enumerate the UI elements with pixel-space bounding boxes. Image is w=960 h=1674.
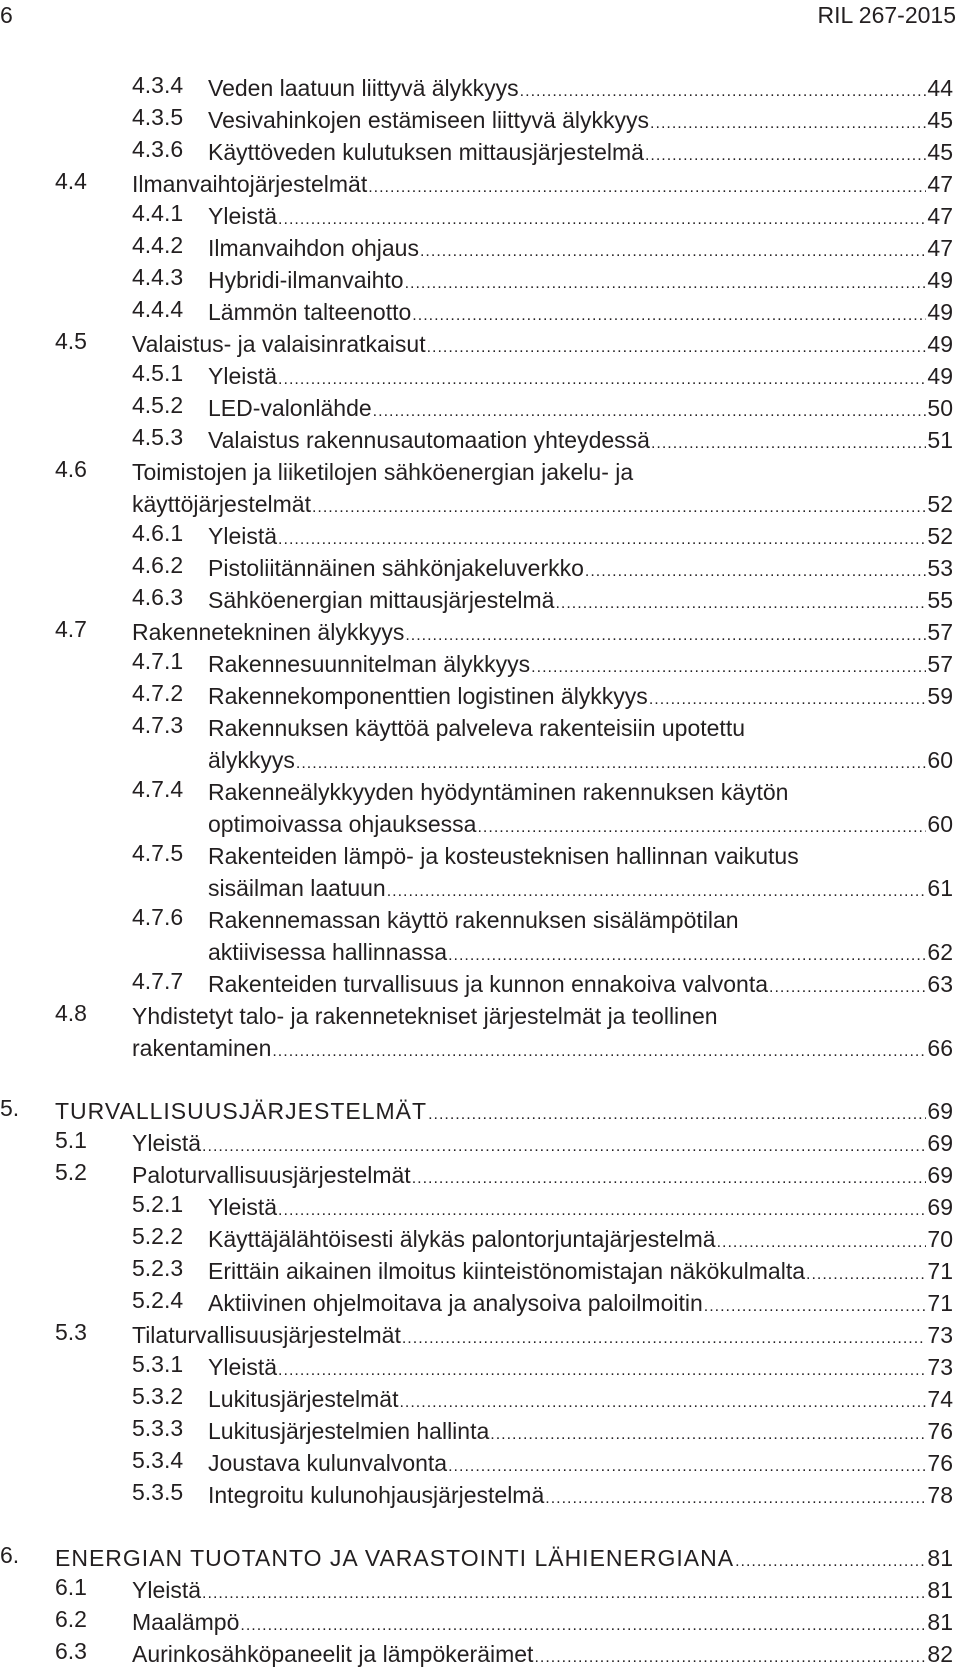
toc-entry-number: 4.5.1 — [132, 360, 184, 386]
toc-entry-number: 5.3.5 — [132, 1479, 184, 1505]
toc-entry-number: 4.4.1 — [132, 200, 184, 226]
toc-entry[interactable] — [0, 1351, 960, 1383]
toc-entry-title: Tilaturvallisuusjärjestelmät — [132, 1322, 401, 1348]
toc-entry-title: Lämmön talteenotto — [208, 299, 412, 325]
toc-entry[interactable] — [0, 1255, 960, 1287]
toc-entry[interactable] — [0, 200, 960, 232]
toc-entry-title: Rakenteiden turvallisuus ja kunnon ennakoiva valvonta — [208, 971, 769, 997]
toc-entry[interactable] — [0, 1574, 960, 1606]
toc-entry[interactable] — [0, 712, 960, 776]
toc-entry-number: 5.3 — [55, 1319, 87, 1345]
toc-entry-page-number: 76 — [927, 1418, 953, 1444]
toc-entry-page-number: 51 — [927, 427, 953, 453]
toc-entry-title: aktiivisessa hallinnassa — [208, 939, 448, 965]
dot-leader — [272, 1036, 926, 1068]
toc-entry-title-line: Rakenteiden lämpö- ja kosteusteknisen hallinnan vaikutus — [208, 843, 799, 869]
toc-entry-page-number: 62 — [927, 939, 953, 965]
toc-entry-page-number: 47 — [927, 171, 953, 197]
toc-entry-number: 5.2.4 — [132, 1287, 184, 1313]
toc-entry-number: 6.2 — [55, 1606, 87, 1632]
toc-entry-title: Paloturvallisuusjärjestelmät — [132, 1162, 411, 1188]
toc-entry-page-number: 81 — [927, 1577, 953, 1603]
toc-entry-title: Integroitu kulunohjausjärjestelmä — [208, 1482, 545, 1508]
toc-entry-number: 4.4 — [55, 168, 87, 194]
toc-entry[interactable] — [0, 1542, 960, 1574]
toc-entry[interactable] — [0, 904, 960, 968]
toc-entry-title-line: Yhdistetyt talo- ja rakennetekniset järjestelmät ja teollinen — [132, 1003, 718, 1029]
toc-entry[interactable] — [0, 1319, 960, 1351]
toc-entry[interactable] — [0, 584, 960, 616]
toc-entry[interactable] — [0, 1287, 960, 1319]
toc-entry-page-number: 49 — [927, 299, 953, 325]
toc-entry-title: Yleistä — [132, 1577, 202, 1603]
toc-entry-title-line: Toimistojen ja liiketilojen sähköenergian jakelu- ja — [132, 459, 634, 485]
toc-entry[interactable] — [0, 1159, 960, 1191]
toc-entry-page-number: 45 — [927, 107, 953, 133]
toc-entry-title: Lukitusjärjestelmät — [208, 1386, 399, 1412]
toc-entry-number: 5.3.3 — [132, 1415, 184, 1441]
toc-entry[interactable] — [0, 1000, 960, 1064]
toc-entry-page-number: 57 — [927, 651, 953, 677]
toc-entry[interactable] — [0, 1415, 960, 1447]
toc-entry-page-number: 63 — [927, 971, 953, 997]
toc-entry[interactable] — [0, 1095, 960, 1127]
toc-entry[interactable] — [0, 456, 960, 520]
toc-entry[interactable] — [0, 136, 960, 168]
toc-entry-title: Joustava kulunvalvonta — [208, 1450, 448, 1476]
toc-entry-title: Erittäin aikainen ilmoitus kiinteistönomistajan näkökulmalta — [208, 1258, 806, 1284]
toc-entry-page-number: 47 — [927, 235, 953, 261]
toc-entry-title-line: Rakenneälykkyyden hyödyntäminen rakennuksen käytön — [208, 779, 789, 805]
toc-entry-page-number: 69 — [927, 1162, 953, 1188]
toc-entry-title: Yleistä — [132, 1130, 202, 1156]
toc-entry-number: 4.6.1 — [132, 520, 184, 546]
toc-entry-number: 4.5 — [55, 328, 87, 354]
toc-entry[interactable] — [0, 840, 960, 904]
toc-entry-page-number: 69 — [927, 1098, 953, 1124]
toc-entry-title: Yleistä — [208, 1354, 278, 1380]
toc-entry-title: sisäilman laatuun — [208, 875, 386, 901]
toc-entry-page-number: 71 — [927, 1290, 953, 1316]
toc-entry[interactable] — [0, 968, 960, 1000]
toc-entry-number: 4.7.4 — [132, 776, 184, 802]
toc-entry-number: 4.8 — [55, 1000, 87, 1026]
toc-entry-title: Rakennetekninen älykkyys — [132, 619, 405, 645]
toc-entry-number: 4.5.3 — [132, 424, 184, 450]
toc-entry-title: Yleistä — [208, 363, 278, 389]
toc-entry-number: 5.1 — [55, 1127, 87, 1153]
toc-entry-number: 4.7.3 — [132, 712, 184, 738]
toc-entry-page-number: 47 — [927, 203, 953, 229]
toc-entry-title-line: Rakennemassan käyttö rakennuksen sisälämpötilan — [208, 907, 739, 933]
toc-entry-title: Vesivahinkojen estämiseen liittyvä älykkyys — [208, 107, 650, 133]
dot-leader — [534, 1642, 926, 1674]
toc-entry-page-number: 78 — [927, 1482, 953, 1508]
toc-entry-title: Rakennekomponenttien logistinen älykkyys — [208, 683, 648, 709]
toc-entry-number: 4.5.2 — [132, 392, 184, 418]
toc-entry-page-number: 45 — [927, 139, 953, 165]
toc-entry-title: Veden laatuun liittyvä älykkyys — [208, 75, 519, 101]
document-id: RIL 267-2015 — [817, 2, 956, 28]
toc-entry-page-number: 81 — [927, 1609, 953, 1635]
toc-entry-page-number: 66 — [927, 1035, 953, 1061]
toc-entry-title: Yleistä — [208, 523, 278, 549]
page-number: 6 — [0, 2, 13, 28]
toc-entry[interactable] — [0, 264, 960, 296]
toc-entry-title: optimoivassa ohjauksessa — [208, 811, 477, 837]
toc-entry-title: TURVALLISUUSJÄRJESTELMÄT — [55, 1098, 428, 1124]
toc-entry-page-number: 70 — [927, 1226, 953, 1252]
toc-entry-number: 5.3.4 — [132, 1447, 184, 1473]
toc-entry[interactable] — [0, 1191, 960, 1223]
toc-entry-title-line: Rakennuksen käyttöä palveleva rakenteisiin upotettu — [208, 715, 746, 741]
toc-entry-page-number: 60 — [927, 811, 953, 837]
toc-entry[interactable] — [0, 1447, 960, 1479]
toc-entry-title: rakentaminen — [132, 1035, 272, 1061]
toc-entry-number: 6. — [0, 1542, 20, 1568]
toc-entry[interactable] — [0, 1127, 960, 1159]
toc-entry[interactable] — [0, 1383, 960, 1415]
toc-entry-title: älykkyys — [208, 747, 295, 773]
toc-entry[interactable] — [0, 1479, 960, 1511]
toc-entry-title: Yleistä — [208, 203, 278, 229]
toc-entry[interactable] — [0, 648, 960, 680]
toc-entry-number: 5.2.1 — [132, 1191, 184, 1217]
toc-entry[interactable] — [0, 1606, 960, 1638]
toc-entry-title: Rakennesuunnitelman älykkyys — [208, 651, 531, 677]
toc-entry-page-number: 44 — [927, 75, 953, 101]
toc-entry-page-number: 50 — [927, 395, 953, 421]
toc-entry-title: Ilmanvaihdon ohjaus — [208, 235, 419, 261]
toc-entry[interactable] — [0, 232, 960, 264]
toc-entry[interactable] — [0, 72, 960, 104]
page-header — [0, 0, 960, 40]
toc-entry-number: 4.3.6 — [132, 136, 184, 162]
toc-entry-title: käyttöjärjestelmät — [132, 491, 311, 517]
toc-entry-title: Käyttäjälähtöisesti älykäs palontorjuntajärjestelmä — [208, 1226, 716, 1252]
toc-entry-number: 4.4.4 — [132, 296, 184, 322]
toc-entry-page-number: 71 — [927, 1258, 953, 1284]
toc-entry-title: Lukitusjärjestelmien hallinta — [208, 1418, 490, 1444]
toc-entry-page-number: 73 — [927, 1322, 953, 1348]
toc-entry-title: Valaistus- ja valaisinratkaisut — [132, 331, 426, 357]
toc-entry-title: ENERGIAN TUOTANTO JA VARASTOINTI LÄHIENERGIANA — [55, 1545, 735, 1571]
toc-entry[interactable] — [0, 776, 960, 840]
toc-entry-number: 5.2.2 — [132, 1223, 184, 1249]
toc-entry-page-number: 49 — [927, 331, 953, 357]
toc-entry[interactable] — [0, 552, 960, 584]
toc-entry-page-number: 81 — [927, 1545, 953, 1571]
toc-entry-number: 5.2.3 — [132, 1255, 184, 1281]
toc-entry-title: Hybridi-ilmanvaihto — [208, 267, 404, 293]
toc-entry-page-number: 52 — [927, 491, 953, 517]
toc-entry-number: 4.3.4 — [132, 72, 184, 98]
toc-entry[interactable] — [0, 104, 960, 136]
toc-entry-title: Valaistus rakennusautomaation yhteydessä — [208, 427, 650, 453]
toc-entry-page-number: 59 — [927, 683, 953, 709]
toc-entry-page-number: 49 — [927, 267, 953, 293]
toc-entry-number: 6.1 — [55, 1574, 87, 1600]
toc-entry[interactable] — [0, 1638, 960, 1670]
toc-entry-number: 4.7.5 — [132, 840, 184, 866]
toc-entry[interactable] — [0, 680, 960, 712]
toc-entry-page-number: 82 — [927, 1641, 953, 1667]
toc-entry[interactable] — [0, 392, 960, 424]
toc-entry-number: 4.7.7 — [132, 968, 184, 994]
toc-entry-title: Aurinkosähköpaneelit ja lämpökeräimet — [132, 1641, 534, 1667]
toc-entry-title: Käyttöveden kulutuksen mittausjärjestelmä — [208, 139, 644, 165]
toc-entry-page-number: 55 — [927, 587, 953, 613]
toc-entry-page-number: 60 — [927, 747, 953, 773]
toc-entry-number: 5.3.1 — [132, 1351, 184, 1377]
toc-entry-number: 5. — [0, 1095, 20, 1121]
toc-entry-page-number: 53 — [927, 555, 953, 581]
toc-entry-title: Pistoliitännäinen sähkönjakeluverkko — [208, 555, 584, 581]
toc-entry-number: 6.3 — [55, 1638, 87, 1664]
toc-entry[interactable] — [0, 168, 960, 200]
table-of-contents — [0, 72, 960, 1670]
toc-entry[interactable] — [0, 1223, 960, 1255]
toc-entry-number: 4.7 — [55, 616, 87, 642]
toc-entry-title: LED-valonlähde — [208, 395, 372, 421]
dot-leader — [545, 1483, 926, 1515]
toc-entry-title: Ilmanvaihtojärjestelmät — [132, 171, 368, 197]
toc-entry[interactable] — [0, 424, 960, 456]
toc-entry-page-number: 49 — [927, 363, 953, 389]
toc-entry-page-number: 69 — [927, 1194, 953, 1220]
toc-entry-page-number: 73 — [927, 1354, 953, 1380]
toc-entry-number: 4.6 — [55, 456, 87, 482]
toc-entry-number: 5.2 — [55, 1159, 87, 1185]
toc-entry[interactable] — [0, 360, 960, 392]
toc-entry-number: 4.7.1 — [132, 648, 184, 674]
toc-entry-number: 4.3.5 — [132, 104, 184, 130]
toc-entry-number: 4.6.2 — [132, 552, 184, 578]
toc-entry[interactable] — [0, 616, 960, 648]
toc-entry-number: 5.3.2 — [132, 1383, 184, 1409]
toc-entry-title: Maalämpö — [132, 1609, 240, 1635]
toc-entry-title: Sähköenergian mittausjärjestelmä — [208, 587, 555, 613]
toc-entry-page-number: 61 — [927, 875, 953, 901]
toc-entry-number: 4.4.3 — [132, 264, 184, 290]
toc-entry-number: 4.6.3 — [132, 584, 184, 610]
toc-entry[interactable] — [0, 296, 960, 328]
toc-entry-number: 4.7.6 — [132, 904, 184, 930]
toc-entry-page-number: 57 — [927, 619, 953, 645]
toc-entry-page-number: 74 — [927, 1386, 953, 1412]
toc-entry-page-number: 69 — [927, 1130, 953, 1156]
toc-entry-title: Aktiivinen ohjelmoitava ja analysoiva paloilmoitin — [208, 1290, 703, 1316]
toc-entry-page-number: 52 — [927, 523, 953, 549]
toc-entry-page-number: 76 — [927, 1450, 953, 1476]
toc-entry-number: 4.7.2 — [132, 680, 184, 706]
toc-entry[interactable] — [0, 520, 960, 552]
toc-entry[interactable] — [0, 328, 960, 360]
toc-entry-title: Yleistä — [208, 1194, 278, 1220]
toc-entry-number: 4.4.2 — [132, 232, 184, 258]
